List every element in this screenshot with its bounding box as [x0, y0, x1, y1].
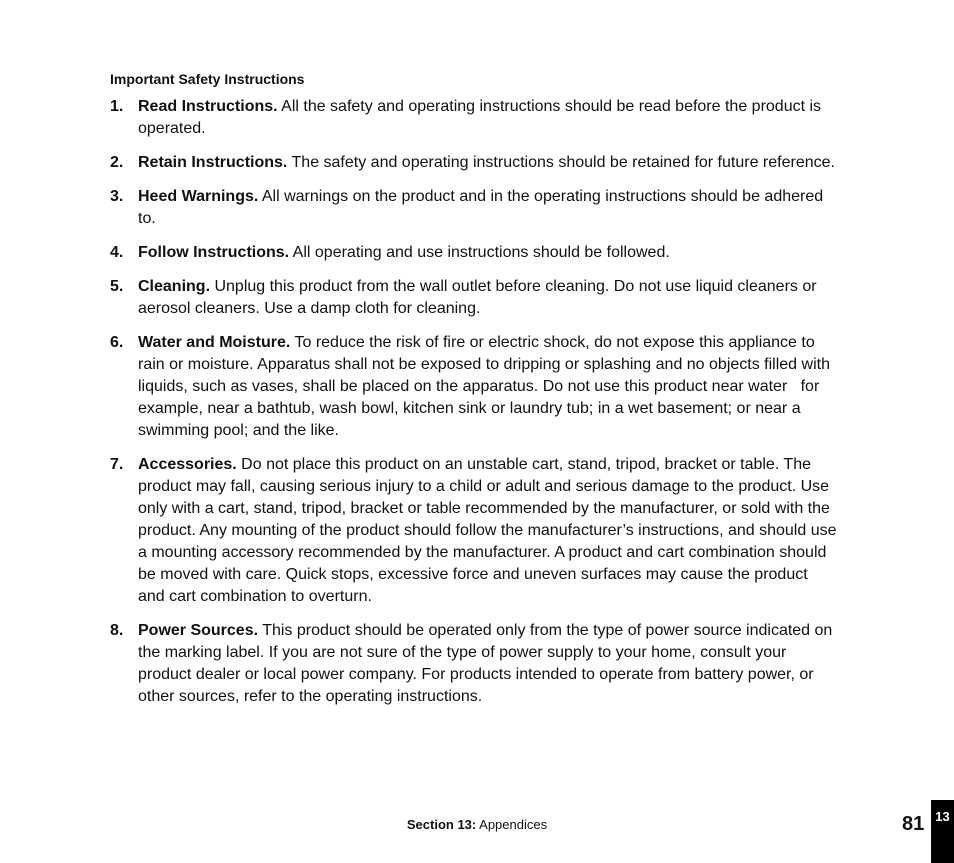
item-text: Do not place this product on an unstable cart, stand, tripod, bracket or table. The product may fall, causing serious injury to a child or adult and serious damage to the product. Use only with a cart, stand, tripod, bracket or table recommended by the manufacturer, or sold with the product. Any mounting of the product should follow the manufacturer’s instructions, and should use a mounting accessory recommended by the manufacturer. A product and cart combination should be moved with care. Quick stops, excessive force and uneven surfaces may cause the product and cart combination to overturn.	[138, 456, 837, 605]
list-item-accessories	[110, 454, 838, 608]
item-title: Heed Warnings.	[138, 188, 259, 205]
item-text: Unplug this product from the wall outlet before cleaning. Do not use liquid cleaners or aerosol cleaners. Use a damp cloth for cleaning.	[138, 278, 817, 317]
item-text: All operating and use instructions should be followed.	[289, 244, 670, 261]
item-title: Read Instructions.	[138, 98, 278, 115]
section-tab	[931, 800, 954, 863]
list-item-water-and-moisture	[110, 332, 838, 442]
list-item-follow-instructions	[110, 242, 838, 264]
item-number: 2.	[110, 154, 124, 171]
item-text: To reduce the risk of fire or electric shock, do not expose this appliance to rain or moisture. Apparatus shall not be exposed to dripping or splashing and no objects filled with liquids, such as vases, shall be placed on the apparatus. Do not use this product near water for example, near a bathtub, wash bowl, kitchen sink or laundry tub; in a wet basement; or near a swimming pool; and the like.	[138, 334, 835, 439]
list-item-cleaning	[110, 276, 838, 320]
footer-section-label: Section 13:	[406, 817, 477, 832]
item-text: The safety and operating instructions should be retained for future reference.	[287, 154, 835, 171]
item-number: 3.	[110, 188, 124, 205]
item-title: Accessories.	[138, 456, 237, 473]
page-heading: Important Safety Instructions	[110, 71, 305, 87]
safety-instructions-list	[110, 96, 838, 720]
item-title: Power Sources.	[138, 622, 259, 639]
item-title: Cleaning.	[138, 278, 211, 295]
footer-section-name: Appendices	[476, 817, 548, 832]
item-title: Retain Instructions.	[138, 154, 288, 171]
item-number: 6.	[110, 334, 124, 351]
item-text: This product should be operated only from the type of power source indicated on the marking label. If you are not sure of the type of power supply to your home, consult your product dealer or local power company. For products intended to operate from battery power, or other sources, refer to the operating instructions.	[138, 622, 833, 705]
item-number: 4.	[110, 244, 124, 261]
list-item-retain-instructions	[110, 152, 838, 174]
item-number: 5.	[110, 278, 124, 295]
item-number: 7.	[110, 456, 124, 473]
item-title: Follow Instructions.	[138, 244, 290, 261]
item-text: All the safety and operating instructions should be read before the product is operated.	[138, 98, 822, 137]
section-tab-number: 13	[935, 809, 950, 824]
page-footer	[0, 817, 954, 832]
page-number: 81	[902, 813, 925, 835]
item-number: 8.	[110, 622, 124, 639]
item-number: 1.	[110, 98, 124, 115]
list-item-power-sources	[110, 620, 838, 708]
list-item-read-instructions	[110, 96, 838, 140]
item-title: Water and Moisture.	[138, 334, 291, 351]
item-text: All warnings on the product and in the operating instructions should be adhered to.	[138, 188, 824, 227]
list-item-heed-warnings	[110, 186, 838, 230]
